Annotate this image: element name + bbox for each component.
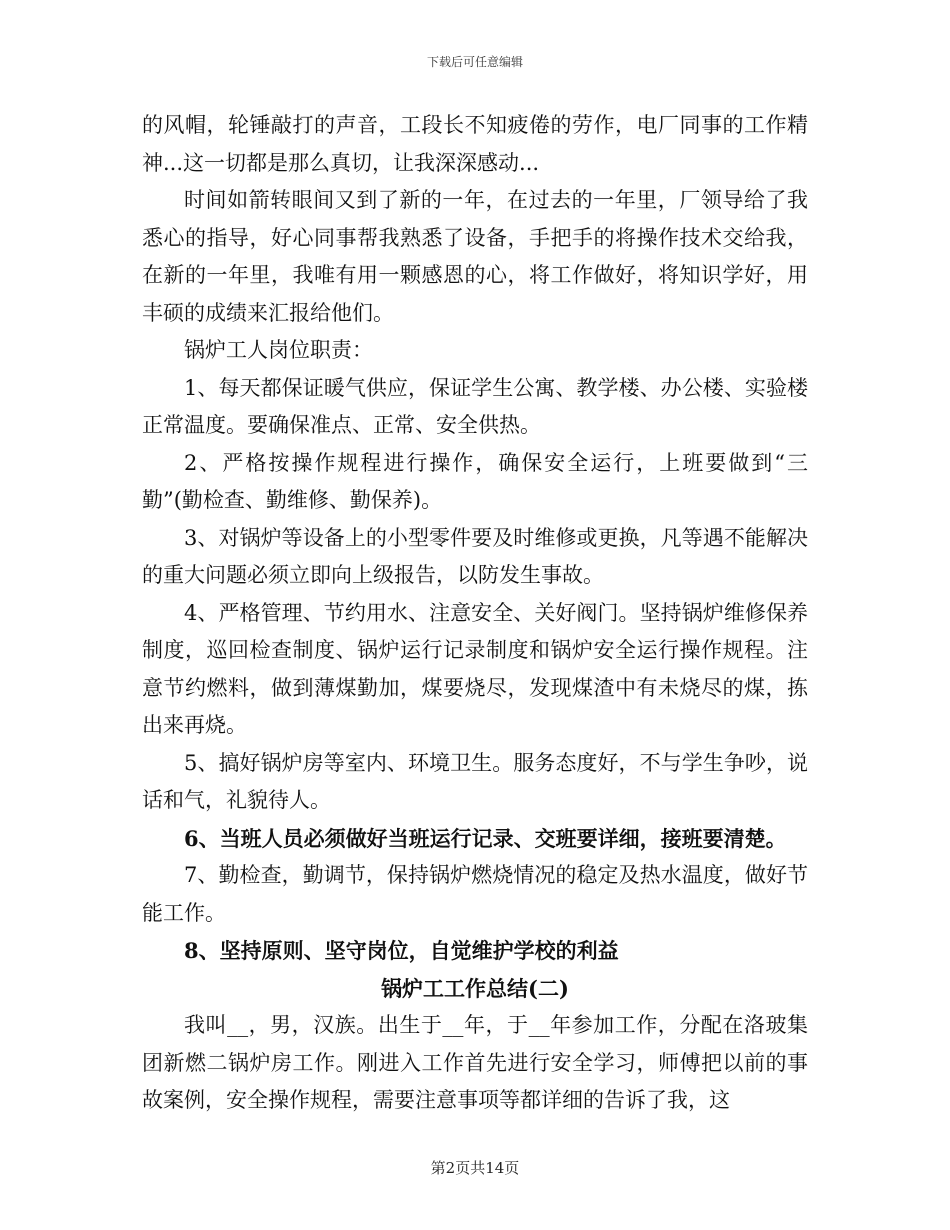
- page-footer: 第2页共14页: [430, 1159, 520, 1177]
- duty-item-7: 7、勤检查，勤调节，保持锅炉燃烧情况的稳定及热水温度，做好节能工作。: [142, 863, 808, 925]
- page-header: 下载后可任意编辑: [426, 55, 523, 69]
- paragraph-continuation: 的风帽，轮锤敲打的声音，工段长不知疲倦的劳作，电厂同事的工作精神...这一切都是那么真切，让我深深感动...: [142, 113, 808, 175]
- section-title: 锅炉工工作总结(二): [381, 975, 569, 1001]
- duty-item-3: 3、对锅炉等设备上的小型零件要及时维修或更换，凡等遇不能解决的重大问题必须立即向上级报告，以防发生事故。: [142, 525, 808, 587]
- duty-item-4: 4、严格管理、节约用水、注意安全、关好阀门。坚持锅炉维修保养制度，巡回检查制度、锅炉运行记录制度和锅炉安全运行操作规程。注意节约燃料，做到薄煤勤加，煤要烧尽，发现煤渣中有未烧尽的煤，拣出来再烧。: [142, 600, 808, 737]
- duty-item-1: 1、每天都保证暖气供应，保证学生公寓、教学楼、办公楼、实验楼正常温度。要确保准点、正常、安全供热。: [142, 375, 808, 437]
- duty-item-5: 5、搞好锅炉房等室内、环境卫生。服务态度好，不与学生争吵，说话和气，礼貌待人。: [142, 750, 808, 812]
- paragraph-new-year: 时间如箭转眼间又到了新的一年，在过去的一年里，厂领导给了我悉心的指导，好心同事帮我熟悉了设备，手把手的将操作技术交给我，在新的一年里，我唯有用一颗感恩的心，将工作做好，将知识学好，用丰硕的成绩来汇报给他们。: [142, 188, 808, 325]
- duty-item-8: 8、坚持原则、坚守岗位，自觉维护学校的利益: [184, 938, 619, 963]
- document-body: [142, 107, 808, 1120]
- duty-item-2: 2、严格按操作规程进行操作，确保安全运行，上班要做到“三勤”(勤检查、勤维修、勤保养)。: [142, 450, 808, 512]
- duty-item-6: 6、当班人员必须做好当班运行记录、交班要详细，接班要清楚。: [184, 825, 787, 851]
- duties-heading: 锅炉工人岗位职责：: [184, 338, 373, 362]
- paragraph-summary-intro: 我叫__，男，汉族。出生于__年，于__年参加工作，分配在洛玻集团新燃二锅炉房工作。刚进入工作首先进行安全学习，师傅把以前的事故案例，安全操作规程，需要注意事项等都详细的告诉了我，这: [142, 1013, 808, 1112]
